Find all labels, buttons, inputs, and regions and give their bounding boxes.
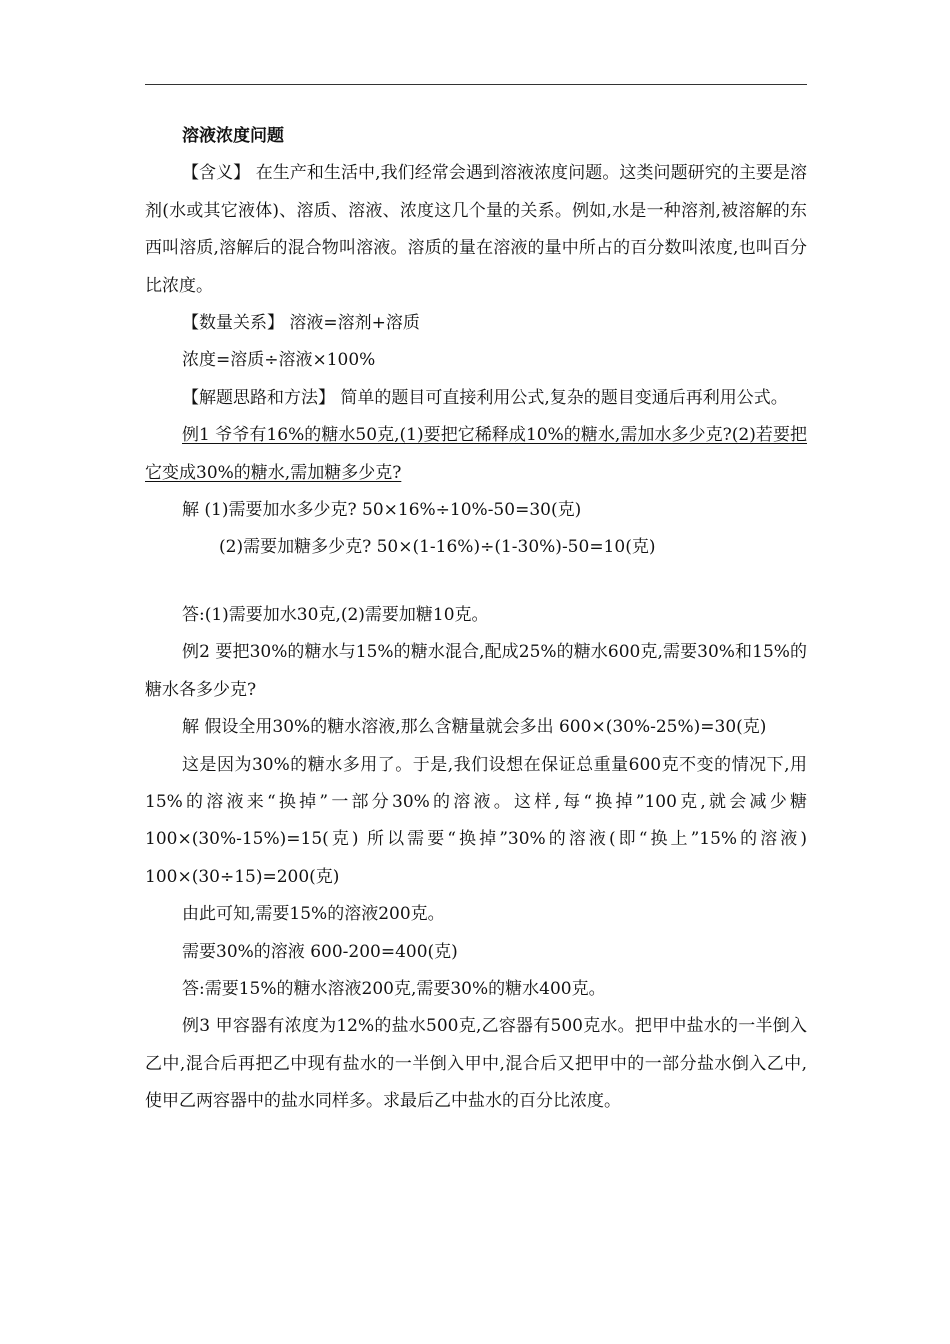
example-2-solution-3: 由此可知,需要15%的溶液200克。 — [182, 904, 445, 925]
concentration-formula: 浓度=溶质÷溶液×100% — [182, 350, 376, 371]
blank-line — [145, 567, 807, 597]
example-2-solution-4: 需要30%的溶液 600-200=400(克) — [182, 941, 458, 962]
example-1-question: 例1 爷爷有16%的糖水50克,(1)要把它稀释成10%的糖水,需加水多少克?(2)若要把它变成30%的糖水,需加糖多少克? — [145, 425, 807, 483]
example-2-answer: 答:需要15%的糖水溶液200克,需要30%的糖水400克。 — [182, 978, 606, 999]
document-title: 溶液浓度问题 — [182, 126, 284, 146]
method-paragraph: 【解题思路和方法】 简单的题目可直接利用公式,复杂的题目变通后再利用公式。 — [182, 387, 788, 408]
example-2-question: 例2 要把30%的糖水与15%的糖水混合,配成25%的糖水600克,需要30%和15%的糖水各多少克? — [145, 642, 807, 700]
example-1-solution-2: (2)需要加糖多少克? 50×(1-16%)÷(1-30%)-50=10(克) — [219, 537, 656, 558]
example-2-solution-1: 解 假设全用30%的糖水溶液,那么含糖量就会多出 600×(30%-25%)=30(克) — [182, 717, 767, 738]
example-2-solution-2: 这是因为30%的糖水多用了。于是,我们设想在保证总重量600克不变的情况下,用15%的溶液来“换掉”一部分30%的溶液。这样,每“换掉”100克,就会减少糖 100×(30%-15%)=15(克) 所以需要“换掉”30%的溶液(即“换上”15%的溶液) 100×(30÷15)=200(克) — [145, 754, 807, 887]
document-body — [145, 118, 807, 1121]
meaning-paragraph: 【含义】 在生产和生活中,我们经常会遇到溶液浓度问题。这类问题研究的主要是溶剂(水或其它液体)、溶质、溶液、浓度这几个量的关系。例如,水是一种溶剂,被溶解的东西叫溶质,溶解后的混合物叫溶液。溶质的量在溶液的量中所占的百分数叫浓度,也叫百分比浓度。 — [145, 163, 807, 296]
example-1-answer: 答:(1)需要加水30克,(2)需要加糖10克。 — [182, 604, 489, 625]
header-rule — [145, 84, 807, 85]
quantity-relation: 【数量关系】 溶液=溶剂+溶质 — [182, 313, 420, 334]
example-1-solution-1: 解 (1)需要加水多少克? 50×16%÷10%-50=30(克) — [182, 500, 582, 521]
example-3-question: 例3 甲容器有浓度为12%的盐水500克,乙容器有500克水。把甲中盐水的一半倒入乙中,混合后再把乙中现有盐水的一半倒入甲中,混合后又把甲中的一部分盐水倒入乙中,使甲乙两容器中的盐水同样多。求最后乙中盐水的百分比浓度。 — [145, 1016, 807, 1112]
